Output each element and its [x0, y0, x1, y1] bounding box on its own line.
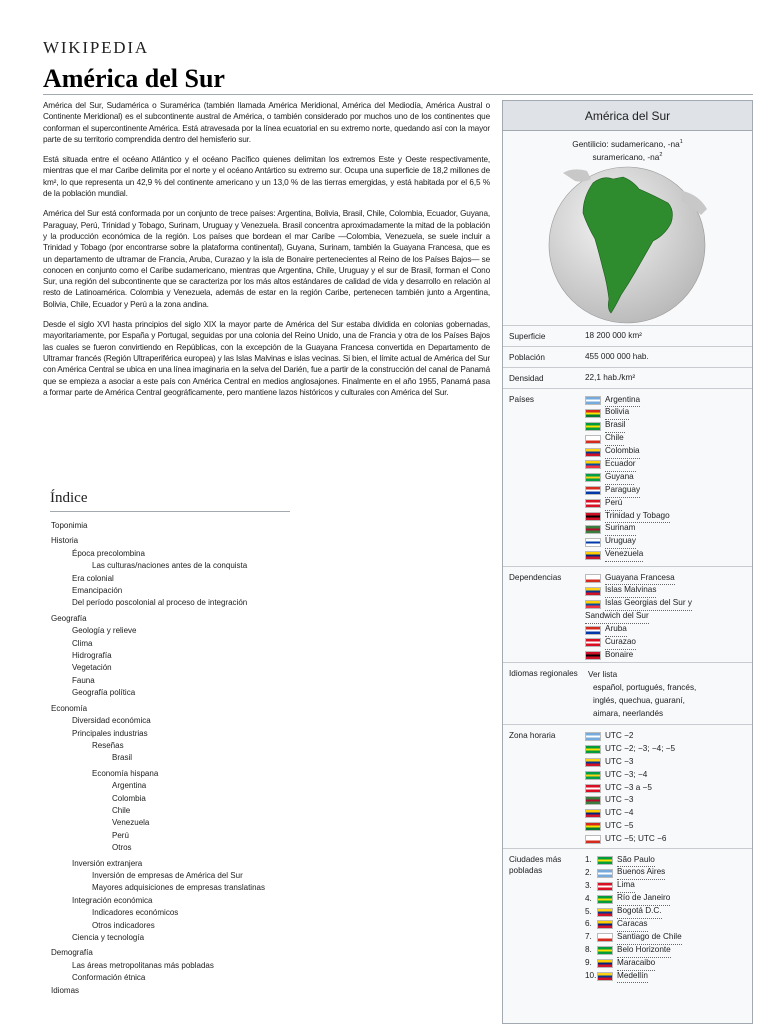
value-text: 455 000 000 hab. [585, 352, 649, 361]
language-line[interactable]: aimara, neerlandés [593, 709, 664, 718]
city-link[interactable]: Medellín [617, 970, 648, 984]
city-item[interactable] [585, 854, 750, 867]
city-rank: 7. [585, 932, 592, 942]
city-item[interactable] [585, 918, 750, 931]
dependency-item[interactable] [585, 585, 750, 598]
flag-icon [585, 448, 601, 457]
country-link[interactable]: Trinidad y Tobago [605, 510, 670, 524]
toc-item[interactable]: Colombia [112, 793, 146, 803]
city-rank: 9. [585, 958, 592, 968]
country-link[interactable]: Guyana [605, 471, 634, 485]
country-item[interactable] [585, 458, 750, 471]
toc-item[interactable]: Demografía [51, 948, 93, 958]
timezone-text: UTC −2 [605, 731, 634, 740]
infobox-label: Superficie [509, 332, 546, 341]
flag-icon [585, 745, 601, 754]
toc-item[interactable]: Clima [72, 638, 93, 648]
city-item[interactable] [585, 970, 750, 983]
infobox-row-densidad [503, 367, 752, 388]
timezone-text: UTC −3 [605, 795, 634, 805]
city-rank: 3. [585, 880, 592, 890]
city-link[interactable]: Buenos Aires [617, 866, 665, 880]
dependency-link[interactable]: Aruba [605, 623, 627, 637]
timezone-item [585, 794, 750, 807]
flag-icon [597, 856, 613, 865]
timezone-text: UTC −3; −4 [605, 769, 648, 779]
flag-icon [597, 895, 613, 904]
infobox-value [585, 854, 750, 983]
value-text: 22,1 hab./km² [585, 373, 636, 382]
flag-icon [585, 771, 601, 780]
city-item[interactable] [585, 931, 750, 944]
city-rank: 10. [585, 971, 597, 981]
flag-icon [585, 396, 601, 405]
toc-item[interactable]: Integración económica [72, 895, 153, 905]
flag-icon [585, 758, 601, 767]
toc-item[interactable]: Inversión extranjera [72, 858, 143, 868]
toc-item[interactable]: Las áreas metropolitanas más pobladas [72, 960, 214, 970]
timezone-item [585, 820, 750, 833]
city-link[interactable]: Río de Janeiro [617, 892, 670, 906]
flag-icon [585, 435, 601, 444]
timezone-item [585, 807, 750, 820]
infobox-row-idiomas [503, 662, 752, 724]
city-item[interactable] [585, 906, 750, 919]
timezone-text: UTC −5 [605, 821, 634, 831]
flag-icon [585, 600, 601, 609]
country-item[interactable] [585, 433, 750, 446]
infobox-row-zona [503, 724, 752, 848]
toc-item[interactable]: Inversión de empresas de América del Sur [92, 870, 243, 880]
toc-item[interactable]: Historia [51, 536, 79, 546]
flag-icon [585, 822, 601, 831]
toc-item[interactable]: Emancipación [72, 586, 123, 596]
infobox-value [585, 668, 750, 720]
flag-icon [585, 409, 601, 418]
infobox-gentilicio: Gentilicio: sudamericano, $-na^1$ suramericano, $-na^2$ [572, 138, 683, 162]
timezone-item [585, 833, 750, 846]
city-rank: 4. [585, 893, 592, 903]
flag-icon [585, 422, 601, 431]
toc-item[interactable]: Época precolombina [72, 548, 145, 558]
toc-item[interactable]: Las culturas/naciones antes de la conquista [92, 561, 248, 571]
city-item[interactable] [585, 867, 750, 880]
city-rank: 8. [585, 945, 592, 955]
flag-icon [585, 538, 601, 547]
flag-icon [585, 551, 601, 560]
country-item[interactable] [585, 407, 750, 420]
city-link[interactable]: Caracas [617, 918, 648, 932]
toc-item[interactable]: Venezuela [112, 818, 150, 828]
toc-item[interactable]: Hidrografía [72, 651, 112, 661]
infobox-row-superficie [503, 325, 752, 346]
flag-icon [597, 920, 613, 929]
toc-item[interactable]: Economía [51, 703, 88, 713]
dependency-item[interactable] [585, 572, 750, 585]
toc-list [50, 520, 290, 997]
country-link[interactable]: Chile [605, 432, 624, 446]
toc-item[interactable]: Idiomas [51, 985, 80, 995]
country-item[interactable] [585, 536, 750, 549]
toc-item[interactable]: Era colonial [72, 573, 114, 583]
timezone-item [585, 769, 750, 782]
flag-icon [585, 525, 601, 534]
flag-icon [585, 574, 601, 583]
flag-icon [597, 882, 613, 891]
country-item[interactable] [585, 523, 750, 536]
flag-icon [585, 835, 601, 844]
wikipedia-wordmark[interactable]: WIKIPEDIA [43, 38, 149, 57]
paragraph-intro: América del Sur, Sudamérica o Suramérica (también llamada América Meridional, América del Mediodía, América Austral o Continente Meridional) es el subcontinente austral de América, o también considerado por muchos uno de los continentes que conforman el supercontinente América. Está atravesada por la línea ecuatorial en su extremo norte, quedando así con la mayor parte de su territorio comprendida dentro del hemisferio sur. [43, 101, 490, 144]
toc-item[interactable]: Otros indicadores [92, 920, 155, 930]
city-rank: 6. [585, 919, 592, 929]
page-title: América del Sur [43, 64, 225, 93]
infobox-value [585, 373, 750, 382]
toc-item[interactable]: Economía hispana [92, 768, 159, 778]
timezone-text: UTC −2; −3; −4; −5 [605, 743, 676, 753]
toc-item[interactable]: Principales industrias [72, 728, 148, 738]
flag-icon [597, 869, 613, 878]
country-item[interactable] [585, 484, 750, 497]
flag-icon [585, 473, 601, 482]
toc-item[interactable]: Reseñas [92, 740, 124, 750]
country-item[interactable] [585, 497, 750, 510]
toc-item[interactable]: Argentina [112, 781, 147, 791]
dependency-item[interactable] [585, 636, 750, 649]
toc-item[interactable]: Brasil [112, 753, 133, 763]
flag-icon [597, 972, 613, 981]
country-item[interactable] [585, 471, 750, 484]
city-link[interactable]: Santiago de Chile [617, 931, 682, 945]
gentilicio-line-1: Gentilicio: sudamericano, -na [572, 138, 680, 149]
flag-icon [585, 638, 601, 647]
dependency-link[interactable]: Sandwich del Sur [585, 610, 649, 624]
paragraph-countries: América del Sur está conformada por un conjunto de trece países: Argentina, Bolivia, Brasil, Chile, Colombia, Ecuador, Guyana, Paraguay, Perú, Trinidad y Tobago, Surinam, Uruguay y Venezuela. Brasil concentra aproximadamente la mitad de la población y la producción económica de la región. Los países que bordean el mar Caribe —Colombia, Venezuela, se suele incluir a Trinidad y Tobago (por encontrarse sobre la plataforma continental), Guyana, Surinam, también la Guayana Francesa, que es un departamento de ultramar de Francia, Aruba, Curazao y la isla de Bonaire pertenecientes al Reino de los Países Bajos— se conocen en conjunto como el Caribe sudamericano, mientras que Argentina, Chile, Uruguay y el sur de Brasil, forman el Cono Sur, una región del subcontinente que se caracteriza por los más altos estándares de calidad de vida y desarrollo en relación al resto de Latinoamérica. Colombia y Venezuela, además de estar en la región Caribe, pertenecen también junto a Argentina, Bolivia, Chile, Ecuador y Perú a la zona andina. [43, 209, 490, 309]
toc-item[interactable]: Del período poscolonial al proceso de integración [72, 598, 248, 608]
country-link[interactable]: Venezuela [605, 548, 643, 562]
flag-icon [585, 732, 601, 741]
country-link[interactable]: Uruguay [605, 535, 636, 549]
flag-icon [585, 784, 601, 793]
country-link[interactable]: Brasil [605, 419, 625, 433]
toc-item[interactable]: Conformación étnica [72, 973, 146, 983]
toc-item[interactable]: Diversidad económica [72, 716, 151, 726]
flag-icon [585, 587, 601, 596]
toc-item[interactable]: Indicadores económicos [92, 908, 179, 918]
dependency-item[interactable] [585, 598, 750, 611]
paragraph-location: Está situada entre el océano Atlántico y el océano Pacífico quienes delimitan los extremos Este y Oeste respectivamente, mientras que el mar Caribe delimita por el norte y el océano Antártico su extremo sur. Ocupa una superficie de 18,2 millones de km², lo que representa un 42,9 % del continente americano y un 13,0 % de las tierras emergidas, y está habitada por el 6,5 % de la población mundial. [43, 155, 490, 199]
dependency-link[interactable]: Curazao [605, 636, 636, 650]
toc-item[interactable]: Vegetación [72, 663, 112, 673]
city-rank: 5. [585, 906, 592, 916]
city-link[interactable]: Lima [617, 879, 635, 893]
flag-icon [585, 651, 601, 660]
city-link[interactable]: Maracaibo [617, 957, 655, 971]
country-link[interactable]: Colombia [605, 445, 640, 459]
flag-icon [585, 626, 601, 635]
flag-icon [597, 959, 613, 968]
infobox-value [585, 730, 750, 846]
dependency-link[interactable]: Guayana Francesa [605, 572, 675, 586]
city-item[interactable] [585, 893, 750, 906]
article-body [43, 100, 490, 407]
timezone-text: UTC −5; UTC −6 [605, 834, 667, 844]
flag-icon [597, 946, 613, 955]
dependency-item[interactable] [585, 624, 750, 637]
city-rank: 2. [585, 867, 592, 877]
flag-icon [585, 809, 601, 818]
toc-item[interactable]: Toponimia [51, 521, 88, 530]
infobox-row-paises [503, 388, 752, 566]
flag-icon [597, 908, 613, 917]
flag-icon [585, 499, 601, 508]
language-line[interactable]: inglés, quechua, guaraní, [593, 696, 685, 705]
country-link[interactable]: Ecuador [605, 458, 636, 472]
city-link[interactable]: Bogotá D.C. [617, 905, 662, 919]
toc-item[interactable]: Chile [112, 805, 131, 815]
country-item[interactable] [585, 394, 750, 407]
infobox-value [585, 352, 750, 361]
toc-item[interactable]: Geología y relieve [72, 626, 137, 636]
infobox [502, 100, 753, 1024]
toc-title: Índice [50, 490, 290, 512]
flag-icon [585, 460, 601, 469]
dependency-link[interactable]: Islas Georgias del Sur y [605, 597, 692, 611]
infobox-row-ciudades [503, 848, 752, 988]
toc-item[interactable]: Ciencia y tecnología [72, 933, 145, 942]
country-link[interactable]: Paraguay [605, 484, 640, 498]
infobox-value [585, 394, 750, 562]
table-of-contents [50, 490, 290, 997]
infobox-heading: América del Sur [503, 101, 752, 131]
toc-item[interactable]: Fauna [72, 675, 95, 685]
gentilicio-line-2: suramericano, -na [592, 151, 660, 162]
infobox-label: Países [509, 395, 535, 404]
flag-icon [597, 933, 613, 942]
language-line[interactable]: Ver lista [588, 670, 618, 679]
timezone-item [585, 730, 750, 743]
flag-icon [585, 486, 601, 495]
infobox-value [585, 572, 750, 662]
city-link[interactable]: Belo Horizonte [617, 944, 671, 958]
flag-icon [585, 796, 601, 805]
timezone-item [585, 756, 750, 769]
infobox-value [585, 331, 750, 340]
infobox-label: Población [509, 353, 545, 362]
infobox-label: Zona horaria [509, 731, 556, 740]
flag-icon [585, 512, 601, 521]
country-link[interactable]: Bolivia [605, 406, 629, 420]
locator-map[interactable] [503, 161, 752, 325]
timezone-item [585, 743, 750, 756]
dependency-item[interactable] [585, 649, 750, 662]
country-item[interactable] [585, 549, 750, 562]
city-item[interactable] [585, 944, 750, 957]
city-link[interactable]: São Paulo [617, 854, 655, 868]
timezone-text: UTC −4 [605, 808, 634, 818]
infobox-row-dependencias [503, 566, 752, 662]
timezone-text: UTC −3 [605, 756, 634, 766]
dependency-link[interactable]: Islas Malvinas [605, 584, 656, 598]
toc-item[interactable]: Geografía [51, 613, 87, 623]
country-link[interactable]: Perú [605, 497, 622, 511]
infobox-label: Ciudades más pobladas [509, 855, 562, 875]
toc-item[interactable]: Otros [112, 843, 132, 853]
country-link[interactable]: Surinam [605, 522, 636, 536]
city-item[interactable] [585, 880, 750, 893]
infobox-label: Idiomas regionales [509, 669, 578, 678]
dependency-link[interactable]: Bonaire [605, 649, 633, 663]
country-item[interactable] [585, 510, 750, 523]
value-text: 18 200 000 km² [585, 331, 642, 340]
language-line[interactable]: español, portugués, francés, [593, 683, 697, 692]
timezone-text: UTC −3 a −5 [605, 782, 652, 792]
country-link[interactable]: Argentina [605, 394, 640, 408]
country-item[interactable] [585, 446, 750, 459]
country-item[interactable] [585, 420, 750, 433]
toc-item[interactable]: Geografía política [72, 688, 136, 698]
paragraph-history: Desde el siglo XVI hasta principios del siglo XIX la mayor parte de América del Sur estaba dividida en colonias gobernadas, mayoritariamente, por España y Portugal, seguidas por una colonia del Reino Unido, una de Francia y otra de los Países Bajos las cuales se fueron convirtiendo en Repúblicas, con la excepción de la Guayana Francesa convertida en Departamento de Ultramar francés (Región Ultraperiférica europea) y las Islas Malvinas e islas vecinas. Si bien, el límite actual de América del Sur con América Central se ubica en una línea imaginaria en la selva del Darién, fue a partir de la construcción del canal de Panamá que se empieza a asociar a este país con América Central en medios anglosajones. Finalmente en el año 1955, Panamá pasa a formar parte de América Central geográficamente, pero mantiene lazos históricos y culturales con América del Sur. [43, 320, 490, 397]
globe-map-image [503, 161, 752, 325]
infobox-row-poblacion [503, 346, 752, 367]
city-item[interactable] [585, 957, 750, 970]
infobox-label: Dependencias [509, 573, 562, 582]
toc-item[interactable]: Perú [112, 830, 129, 840]
toc-item[interactable]: Mayores adquisiciones de empresas translatinas [92, 883, 265, 893]
infobox-label: Densidad [509, 374, 544, 383]
dependency-item[interactable] [585, 611, 750, 624]
city-rank: 1. [585, 855, 592, 864]
title-divider [43, 94, 753, 95]
timezone-item [585, 782, 750, 795]
